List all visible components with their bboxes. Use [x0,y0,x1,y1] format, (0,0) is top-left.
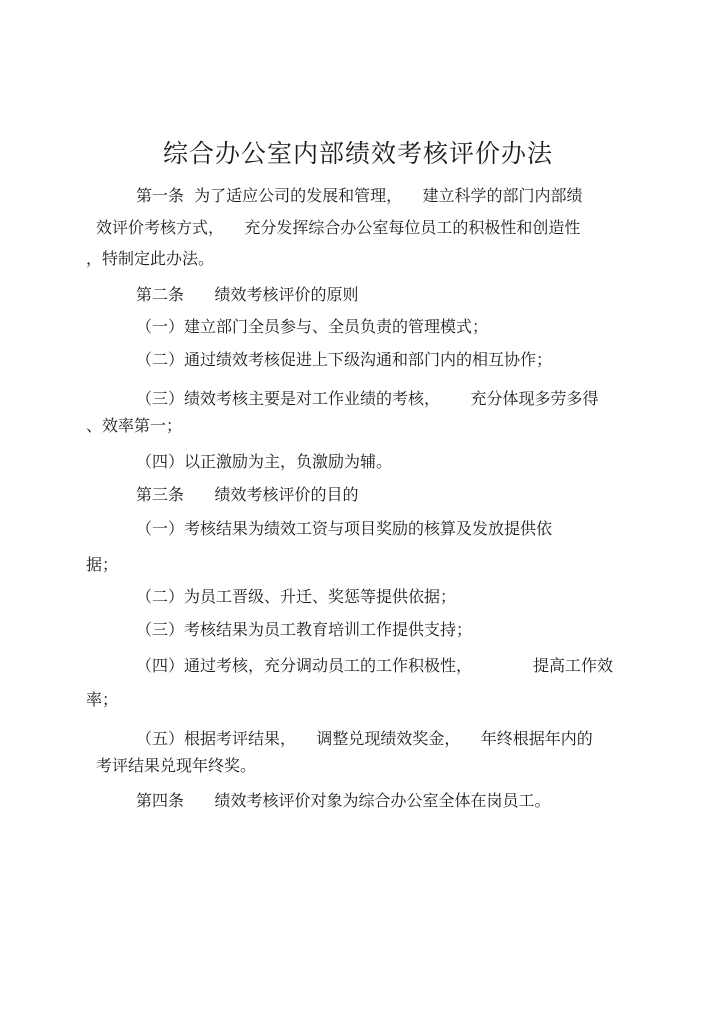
article-1-line-1: 第一条 为了适应公司的发展和管理， 建立科学的部门内部绩 [136,186,583,205]
article-2-item-4: （四）以正激励为主，负激励为辅。 [136,452,393,471]
document-title: 综合办公室内部绩效考核评价办法 [163,139,554,168]
article-1-line-2: 效评价考核方式， 充分发挥综合办公室每位员工的积极性和创造性 [96,218,581,237]
article-3-item-3: （三）考核结果为员工教育培训工作提供支持； [136,620,473,639]
article-2-item-3-line-2: 、效率第一； [86,416,183,435]
article-2-item-2: （二）通过绩效考核促进上下级沟通和部门内的相互协作； [136,350,553,369]
article-3-item-4-line-2: 率； [86,690,119,709]
article-3-item-5-line-2: 考评结果兑现年终奖。 [96,756,257,775]
article-3-heading: 第三条 绩效考核评价的目的 [136,485,359,504]
article-3-item-5-line-1: （五）根据考评结果， 调整兑现绩效奖金， 年终根据年内的 [136,729,593,748]
article-1-line-3: ，特制定此办法。 [86,249,215,268]
article-2-item-1: （一）建立部门全员参与、全员负责的管理模式； [136,317,489,336]
article-2-item-3-line-1: （三）绩效考核主要是对工作业绩的考核， 充分体现多劳多得 [136,389,599,408]
article-4: 第四条 绩效考核评价对象为综合办公室全体在岗员工。 [136,791,551,810]
article-2-heading: 第二条 绩效考核评价的原则 [136,285,359,304]
article-3-item-4-line-1: （四）通过考核，充分调动员工的工作积极性， 提高工作效 [136,656,614,675]
article-3-item-1-line-1: （一）考核结果为绩效工资与项目奖励的核算及发放提供依 [136,519,553,538]
article-3-item-1-line-2: 据； [86,555,119,574]
article-3-item-2: （二）为员工晋级、升迁、奖惩等提供依据； [136,587,457,606]
